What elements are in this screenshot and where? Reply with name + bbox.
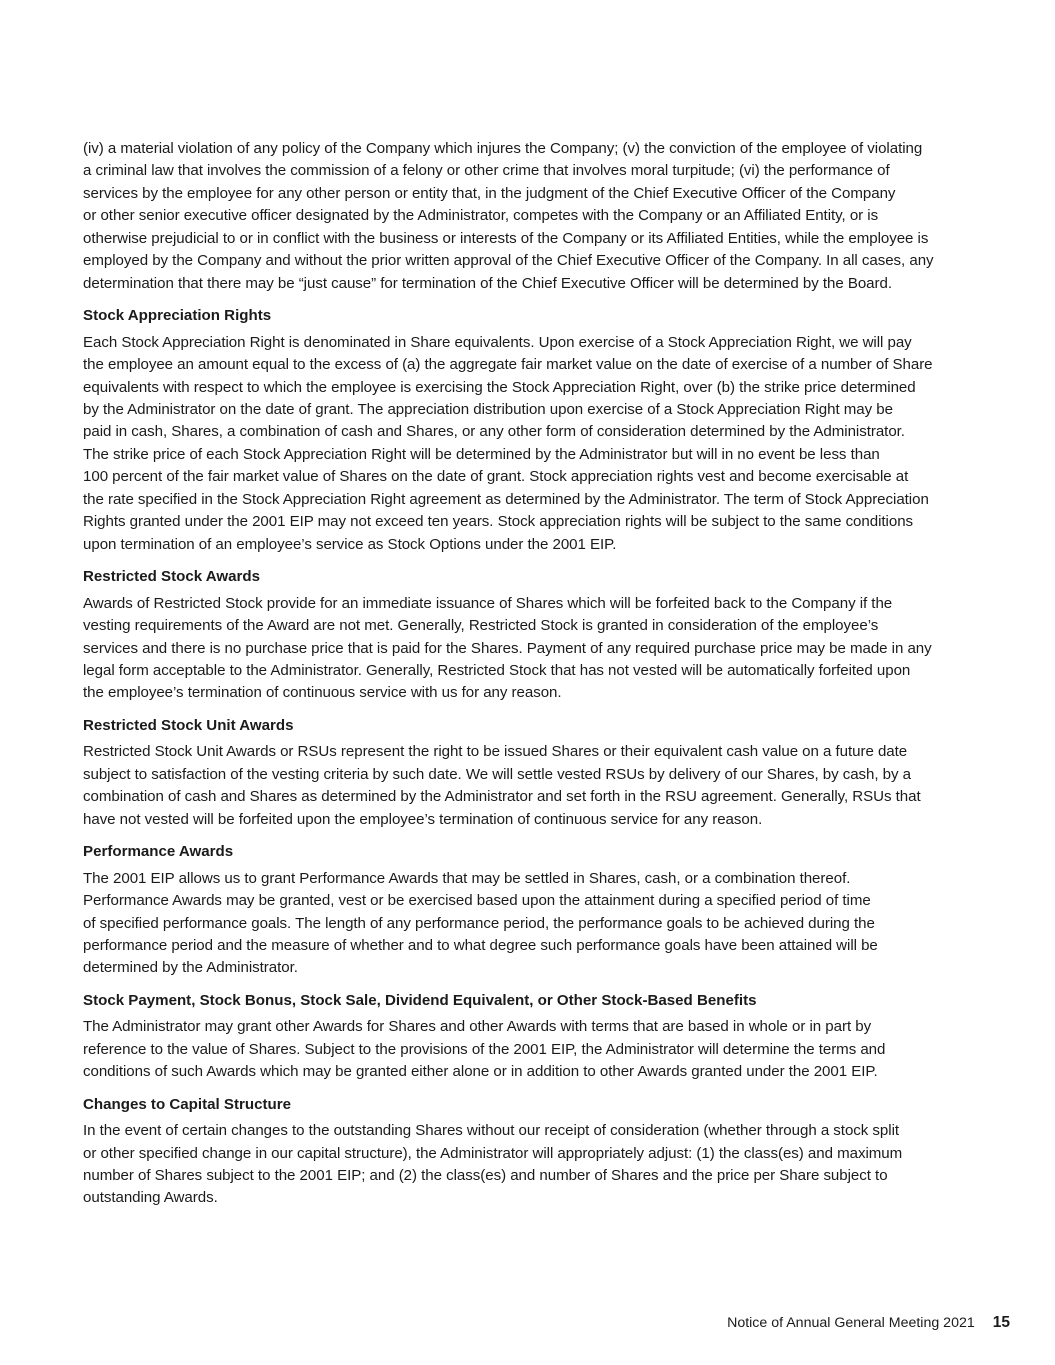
text-line: the rate specified in the Stock Appreciation Right agreement as determined by the Administrator. The term of Stock Appreciation <box>83 490 929 508</box>
text-line: determined by the Administrator. <box>83 959 298 977</box>
page-number: 15 <box>992 1314 1010 1331</box>
text-line: the employee’s termination of continuous service with us for any reason. <box>83 684 562 702</box>
text-line: have not vested will be forfeited upon the employee’s termination of continuous service for any reason. <box>83 810 763 828</box>
text-line: determination that there may be “just cause” for termination of the Chief Executive Officer will be determined by the Board. <box>83 274 892 292</box>
text-line: otherwise prejudicial to or in conflict with the business or interests of the Company or its Affiliated Entities, while the employee is <box>83 229 929 247</box>
text-line: Each Stock Appreciation Right is denominated in Share equivalents. Upon exercise of a Stock Appreciation Right, we will pay <box>83 333 912 351</box>
text-line: The Administrator may grant other Awards for Shares and other Awards with terms that are based in whole or in part by <box>83 1018 872 1036</box>
text-line: conditions of such Awards which may be granted either alone or in addition to other Awards granted under the 2001 EIP. <box>83 1063 878 1081</box>
section-heading: Stock Payment, Stock Bonus, Stock Sale, Dividend Equivalent, or Other Stock-Based Benefits <box>83 991 757 1009</box>
section-performance-awards <box>83 841 978 980</box>
text-line: the employee an amount equal to the excess of (a) the aggregate fair market value on the date of exercise of a number of Share <box>83 356 933 374</box>
section-restricted-stock-unit-awards <box>83 715 978 831</box>
text-line: a criminal law that involves the commission of a felony or other crime that involves moral turpitude; (vi) the performance of <box>83 162 890 180</box>
section-paragraph <box>83 332 978 557</box>
section-changes-to-capital-structure <box>83 1094 978 1210</box>
text-line: equivalents with respect to which the employee is exercising the Stock Appreciation Right, over (b) the strike price determined <box>83 378 916 396</box>
text-line: In the event of certain changes to the outstanding Shares without our receipt of consideration (whether through a stock split <box>83 1122 900 1140</box>
text-line: number of Shares subject to the 2001 EIP; and (2) the class(es) and number of Shares and the price per Share subject to <box>83 1167 888 1185</box>
text-line: Awards of Restricted Stock provide for an immediate issuance of Shares which will be forfeited back to the Company if the <box>83 594 893 612</box>
page-content <box>83 138 978 1210</box>
text-line: vesting requirements of the Award are not met. Generally, Restricted Stock is granted in consideration of the employee’s <box>83 617 879 635</box>
section-heading: Performance Awards <box>83 843 234 861</box>
section-stock-appreciation-rights <box>83 305 978 556</box>
intro-paragraph <box>83 138 978 295</box>
text-line: by the Administrator on the date of grant. The appreciation distribution upon exercise of a Stock Appreciation Right may be <box>83 400 893 418</box>
text-line: The 2001 EIP allows us to grant Performance Awards that may be settled in Shares, cash, or a combination thereof. <box>83 869 851 887</box>
section-heading: Changes to Capital Structure <box>83 1095 291 1113</box>
text-line: reference to the value of Shares. Subject to the provisions of the 2001 EIP, the Administrator will determine the terms and <box>83 1040 886 1058</box>
section-paragraph <box>83 868 978 980</box>
text-line: Restricted Stock Unit Awards or RSUs represent the right to be issued Shares or their equivalent cash value on a future date <box>83 743 908 761</box>
text-line: The strike price of each Stock Appreciation Right will be determined by the Administrator but will in no event be less than <box>83 445 880 463</box>
text-line: services by the employee for any other person or entity that, in the judgment of the Chief Executive Officer of the Company <box>83 184 896 202</box>
section-paragraph <box>83 593 978 705</box>
text-line: (iv) a material violation of any policy of the Company which injures the Company; (v) the conviction of the employee of violating <box>83 140 923 157</box>
section-heading: Restricted Stock Unit Awards <box>83 716 294 734</box>
section-restricted-stock-awards <box>83 566 978 705</box>
text-line: Rights granted under the 2001 EIP may not exceed ten years. Stock appreciation rights will be subject to the same conditions <box>83 513 914 531</box>
text-line: subject to satisfaction of the vesting criteria by such date. We will settle vested RSUs by delivery of our Shares, by cash, by a <box>83 765 912 783</box>
section-paragraph <box>83 1120 978 1210</box>
section-stock-payment-benefits <box>83 990 978 1084</box>
page-footer <box>0 1313 1010 1333</box>
text-line: legal form acceptable to the Administrator. Generally, Restricted Stock that has not vested will be automatically forfeited upon <box>83 661 911 679</box>
footer-title: Notice of Annual General Meeting 2021 <box>727 1315 975 1331</box>
text-line: services and there is no purchase price that is paid for the Shares. Payment of any required purchase price may be made in any <box>83 639 932 657</box>
text-line: employed by the Company and without the prior written approval of the Chief Executive Officer of the Company. In all cases, any <box>83 252 934 270</box>
section-heading: Restricted Stock Awards <box>83 568 260 586</box>
text-line: performance period and the measure of whether and to what degree such performance goals have been attained will be <box>83 936 878 954</box>
text-line: or other specified change in our capital structure), the Administrator will appropriately adjust: (1) the class(es) and maximum <box>83 1144 903 1162</box>
text-line: outstanding Awards. <box>83 1189 218 1207</box>
text-line: 100 percent of the fair market value of Shares on the date of grant. Stock appreciation rights vest and become exercisable at <box>83 468 909 486</box>
text-line: combination of cash and Shares as determined by the Administrator and set forth in the RSU agreement. Generally, RSUs that <box>83 788 921 806</box>
text-line: Performance Awards may be granted, vest or be exercised based upon the attainment during a specified period of time <box>83 892 871 910</box>
text-line: or other senior executive officer designated by the Administrator, competes with the Company or an Affiliated Entity, or is <box>83 207 879 225</box>
section-paragraph <box>83 741 978 831</box>
section-paragraph <box>83 1016 978 1083</box>
text-line: upon termination of an employee’s service as Stock Options under the 2001 EIP. <box>83 535 617 553</box>
text-line: paid in cash, Shares, a combination of cash and Shares, or any other form of consideration determined by the Administrator. <box>83 423 905 441</box>
text-line: of specified performance goals. The length of any performance period, the performance goals to be achieved during the <box>83 914 875 932</box>
section-heading: Stock Appreciation Rights <box>83 307 272 325</box>
